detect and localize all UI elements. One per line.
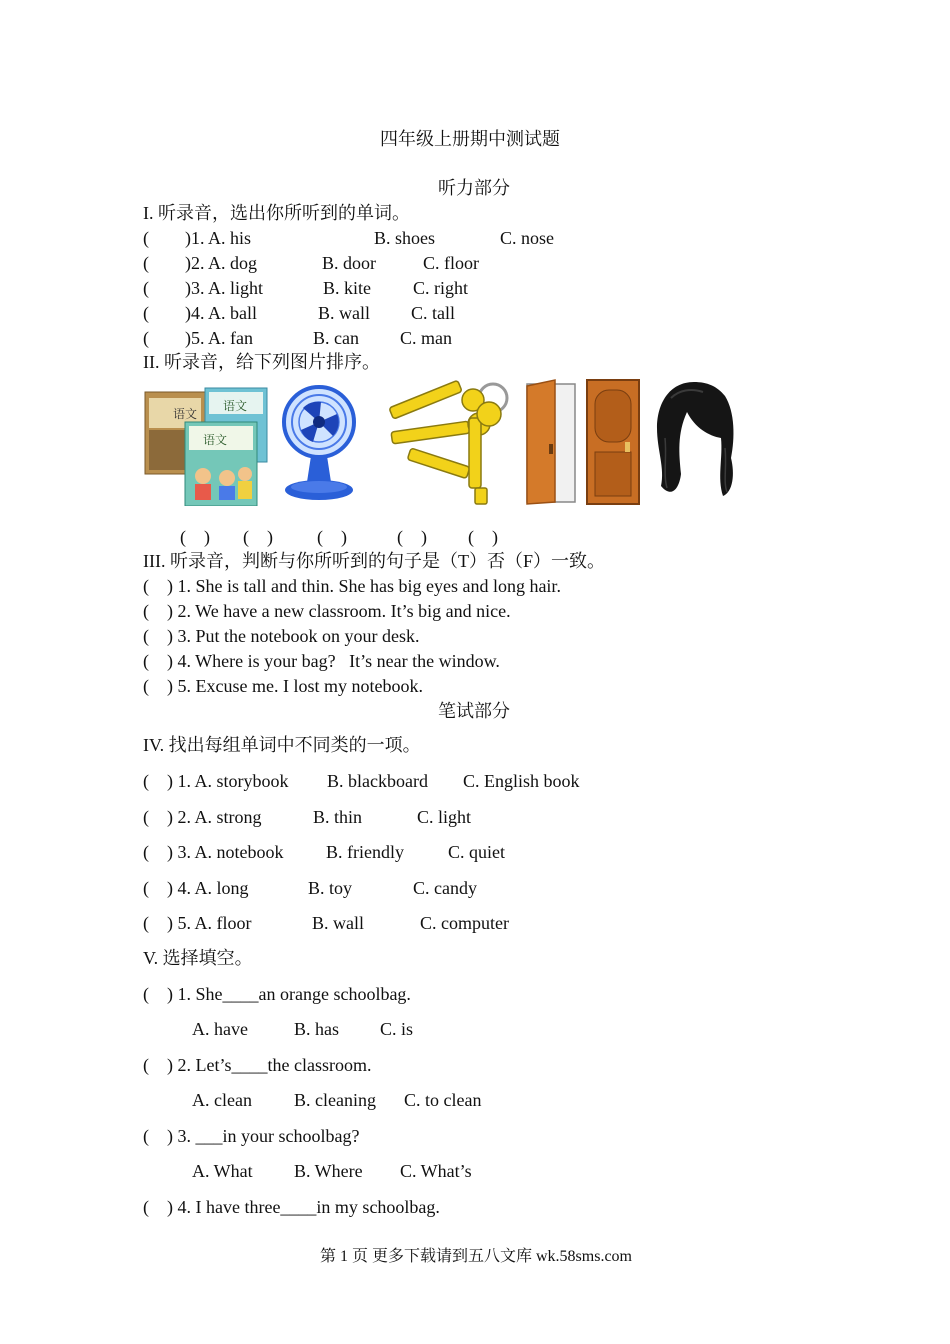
s1-q2-c: C. floor [423, 253, 479, 273]
s1-q4-c: C. tall [411, 303, 455, 323]
s4-q4: ( ) 4. A. long [143, 878, 249, 898]
book-cover-text-1: 语文 [173, 407, 198, 421]
books-picture [143, 378, 271, 506]
s5-q2-a: A. clean [192, 1090, 252, 1110]
s4-q5-c: C. computer [420, 913, 509, 933]
s1-q2: ( )2. A. dog [143, 253, 257, 273]
s4-q4-c: C. candy [413, 878, 477, 898]
section-2-heading: II. 听录音，给下列图片排序。 [143, 352, 380, 372]
page-footer: 第 1 页 更多下载请到五八文库 wk.58sms.com [320, 1248, 633, 1265]
s1-q1-b: B. shoes [374, 228, 436, 248]
s5-q1-b: B. has [294, 1019, 339, 1039]
s5-q4: ( ) 4. I have three____in my schoolbag. [143, 1197, 440, 1217]
doc-title: 四年级上册期中测试题 [380, 129, 560, 149]
s5-q2-c: C. to clean [404, 1090, 482, 1110]
s4-q5: ( ) 5. A. floor [143, 913, 252, 933]
s4-q2-b: B. thin [313, 807, 363, 827]
s5-q3-c: C. What’s [400, 1161, 472, 1181]
listening-heading: 听力部分 [438, 178, 510, 198]
s4-q5-b: B. wall [312, 913, 364, 933]
s2-blank-2: ( ) [243, 527, 273, 547]
s5-q3-a: A. What [192, 1161, 253, 1181]
s2-blank-4: ( ) [397, 527, 427, 547]
book-cover-text-2: 语文 [223, 399, 248, 413]
s1-q5-c: C. man [400, 328, 452, 348]
door-open-picture [521, 378, 579, 506]
section-3-heading: III. 听录音，判断与你所听到的句子是（T）否（F）一致。 [143, 551, 605, 571]
s1-q1: ( )1. A. his [143, 228, 251, 248]
s5-q1: ( ) 1. She____an orange schoolbag. [143, 984, 411, 1004]
s5-q2: ( ) 2. Let’s____the classroom. [143, 1055, 372, 1075]
book-cover-text-3: 语文 [203, 433, 228, 447]
section-1-heading: I. 听录音，选出你所听到的单词。 [143, 203, 410, 223]
s1-q5-b: B. can [313, 328, 359, 348]
s1-q3: ( )3. A. light [143, 278, 263, 298]
section-4-heading: IV. 找出每组单词中不同类的一项。 [143, 735, 421, 755]
s3-q1: ( ) 1. She is tall and thin. She has big eyes and long hair. [143, 576, 561, 596]
s4-q2-c: C. light [417, 807, 472, 827]
s3-q4: ( ) 4. Where is your bag? It’s near the window. [143, 651, 500, 671]
s5-q3-b: B. Where [294, 1161, 363, 1181]
s4-q1-c: C. English book [463, 771, 580, 791]
s3-q3: ( ) 3. Put the notebook on your desk. [143, 626, 420, 646]
s4-q3-c: C. quiet [448, 842, 505, 862]
s1-q4-b: B. wall [318, 303, 370, 323]
s4-q1: ( ) 1. A. storybook [143, 771, 289, 791]
s5-q1-a: A. have [192, 1019, 248, 1039]
s3-q5: ( ) 5. Excuse me. I lost my notebook. [143, 676, 423, 696]
keys-picture [381, 378, 513, 508]
writing-heading: 笔试部分 [438, 701, 510, 721]
section-5-heading: V. 选择填空。 [143, 948, 253, 968]
s1-q5: ( )5. A. fan [143, 328, 253, 348]
s1-q1-c: C. nose [500, 228, 554, 248]
s4-q2: ( ) 2. A. strong [143, 807, 262, 827]
s4-q1-b: B. blackboard [327, 771, 428, 791]
s4-q3: ( ) 3. A. notebook [143, 842, 284, 862]
picture-row [143, 378, 743, 510]
s4-q4-b: B. toy [308, 878, 353, 898]
s3-q2: ( ) 2. We have a new classroom. It’s big and nice. [143, 601, 511, 621]
fan-picture [281, 378, 359, 506]
s1-q2-b: B. door [322, 253, 376, 273]
s1-q4: ( )4. A. ball [143, 303, 257, 323]
s2-blank-3: ( ) [317, 527, 347, 547]
s1-q3-b: B. kite [323, 278, 371, 298]
hair-picture [651, 378, 737, 508]
s5-q2-b: B. cleaning [294, 1090, 376, 1110]
s4-q3-b: B. friendly [326, 842, 404, 862]
s5-q1-c: C. is [380, 1019, 414, 1039]
s2-blank-5: ( ) [468, 527, 498, 547]
s2-blank-1: ( ) [180, 527, 210, 547]
s1-q3-c: C. right [413, 278, 469, 298]
s5-q3: ( ) 3. ___in your schoolbag? [143, 1126, 360, 1146]
door-closed-picture [585, 378, 641, 506]
